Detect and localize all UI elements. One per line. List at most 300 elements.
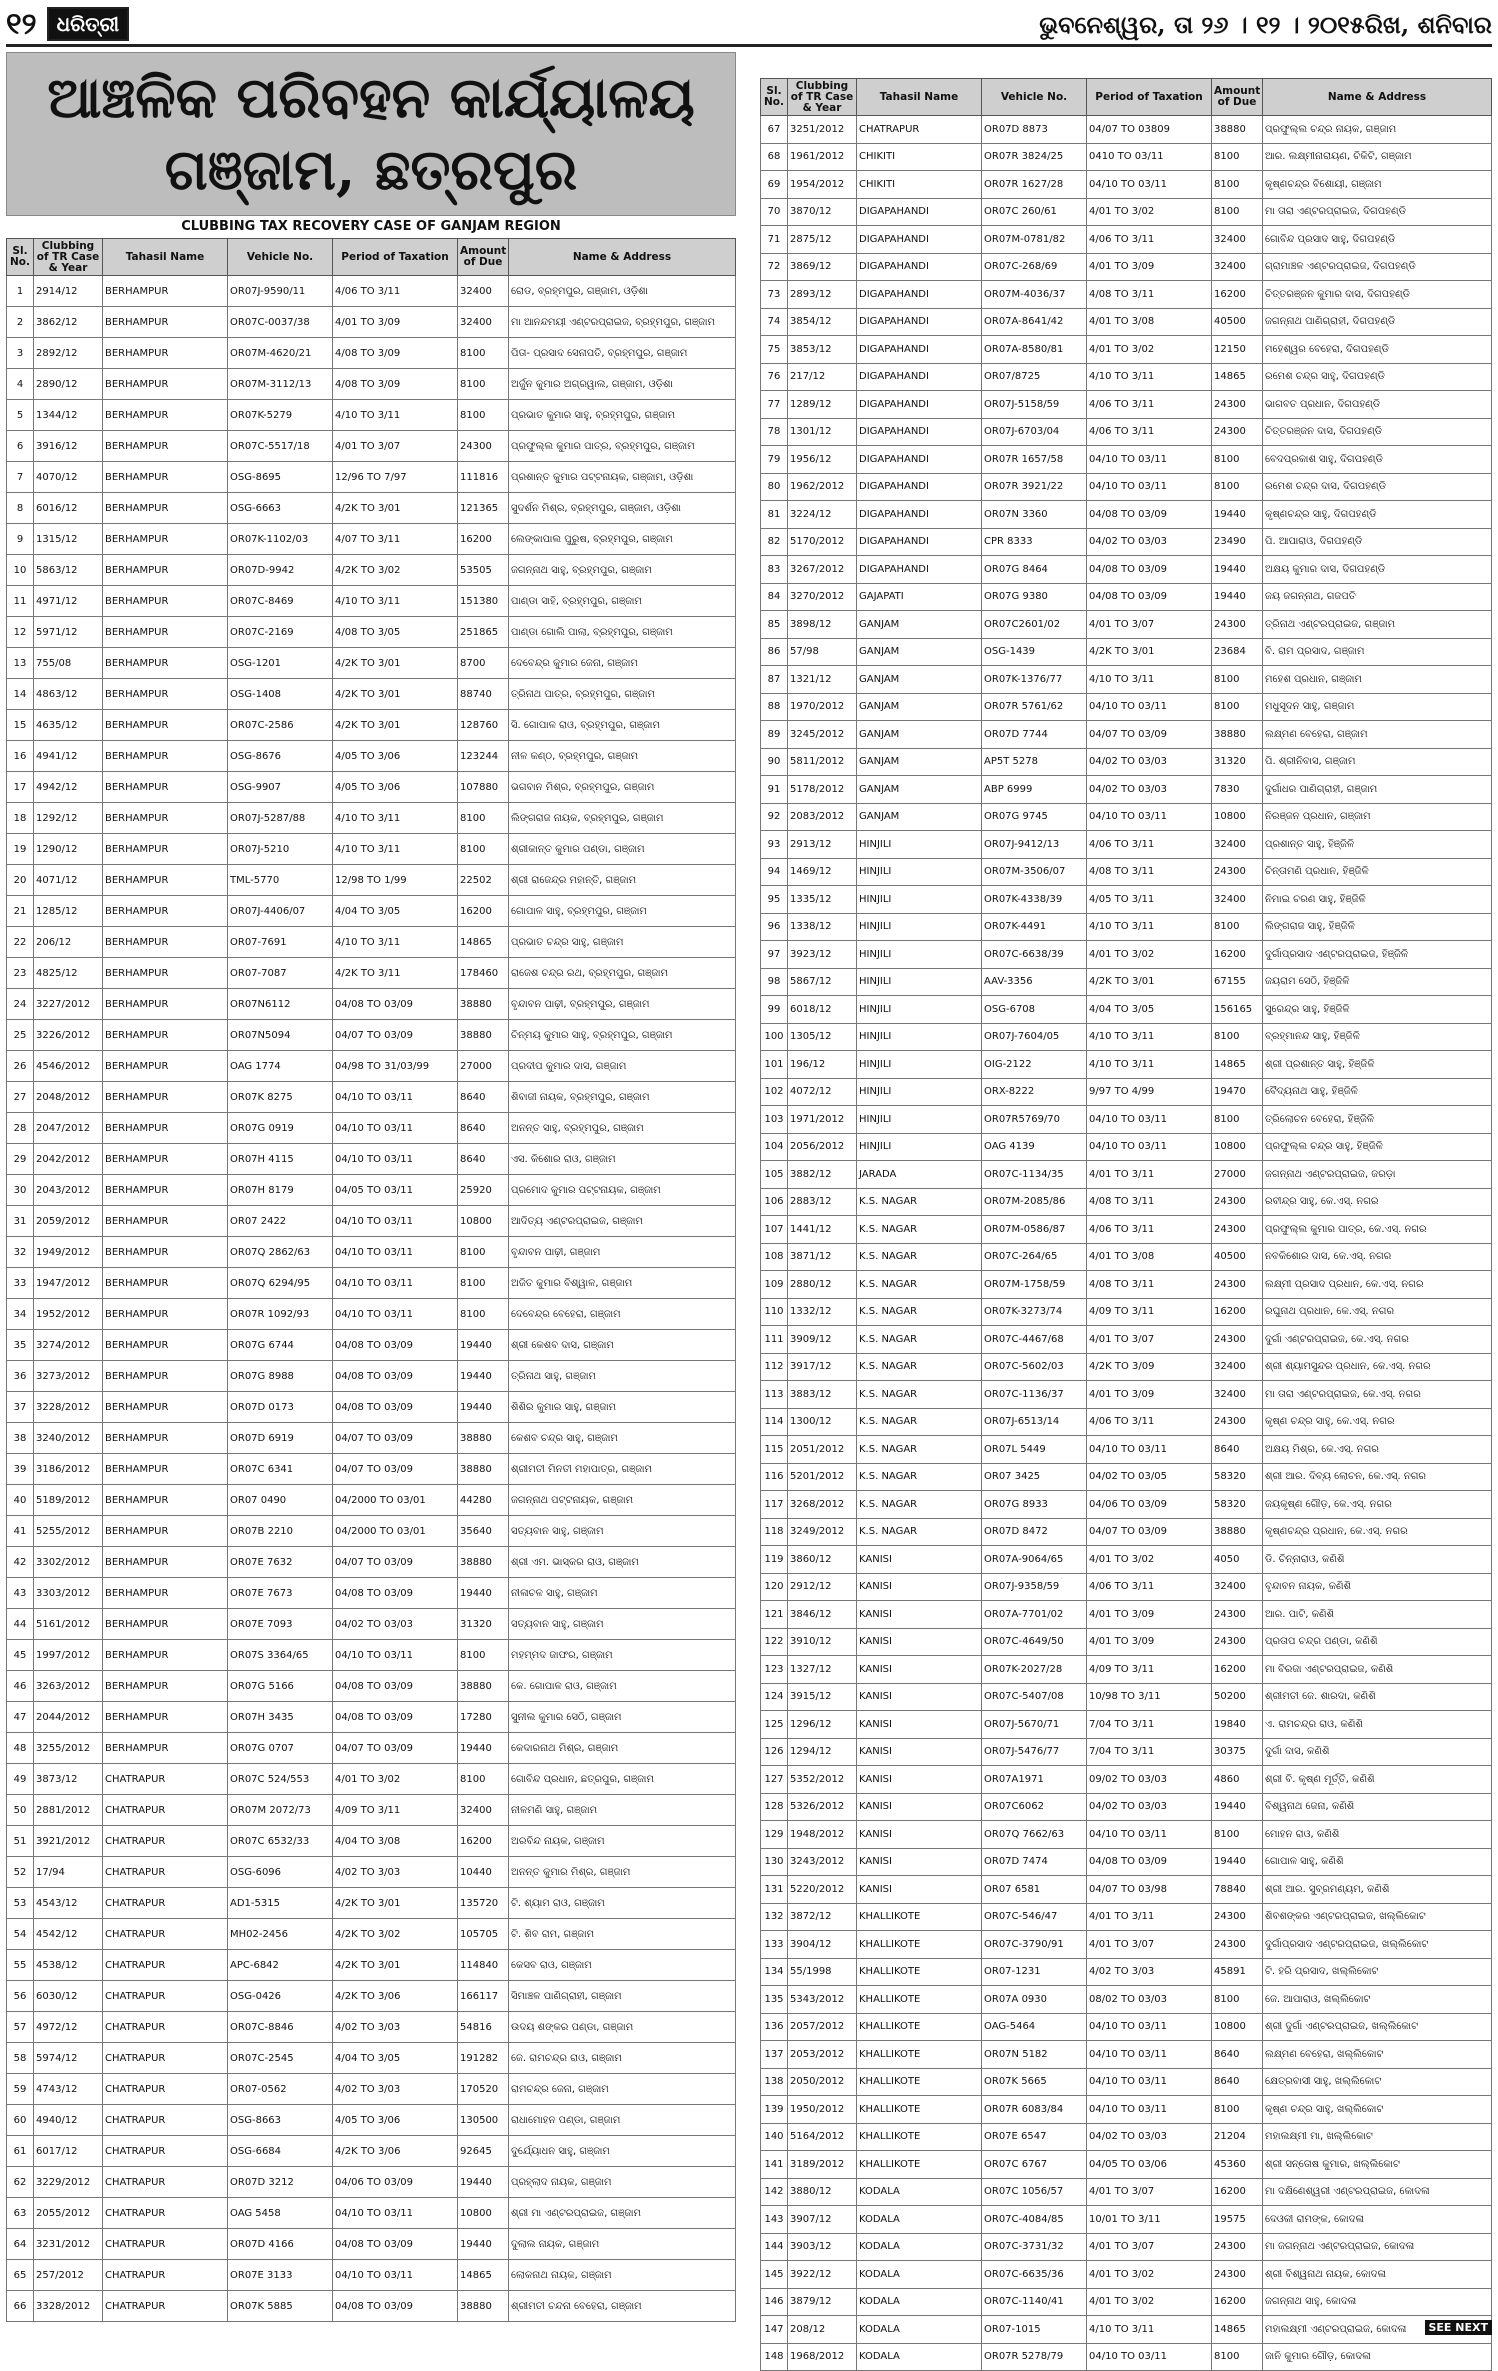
cell-case-no: 5170/2012 xyxy=(788,528,857,556)
table-row xyxy=(7,1237,736,1268)
cell-name-address: ନୀଳ କଣ୍ଠ, ବ୍ରହ୍ମପୁର, ଗଞ୍ଜାମ xyxy=(509,741,736,772)
cell-case-no: 3231/2012 xyxy=(34,2229,103,2260)
cell-case-no: 1301/12 xyxy=(788,418,857,446)
cell-period: 04/07 TO 03/09 xyxy=(333,1020,458,1051)
cell-period: 04/08 TO 03/09 xyxy=(1087,556,1212,584)
cell-sl-no: 96 xyxy=(761,913,788,941)
cell-period: 4/01 TO 3/02 xyxy=(1087,941,1212,969)
cell-name-address: ବିଶ୍ୱନାଥ ଜେନା, କଣିଶି xyxy=(1263,1793,1492,1821)
cell-case-no: 1344/12 xyxy=(34,400,103,431)
cell-vehicle-no: OSG-9907 xyxy=(228,772,333,803)
cell-name-address: ଶ୍ରୀମତୀ ମିନତୀ ମହାପାତ୍ର, ଗଞ୍ଜାମ xyxy=(509,1454,736,1485)
cell-tahasil: BERHAMPUR xyxy=(103,1392,228,1423)
cell-name-address: ଟି. ଶ୍ୟାମ ରାଓ, ଗଞ୍ଜାମ xyxy=(509,1888,736,1919)
cell-tahasil: BERHAMPUR xyxy=(103,1423,228,1454)
cell-case-no: 3922/12 xyxy=(788,2261,857,2289)
cell-case-no: 3907/12 xyxy=(788,2206,857,2234)
table-row xyxy=(761,1216,1492,1244)
cell-tahasil: DIGAPAHANDI xyxy=(857,363,982,391)
cell-vehicle-no: MH02-2456 xyxy=(228,1919,333,1950)
cell-tahasil: K.S. NAGAR xyxy=(857,1491,982,1519)
cell-amount: 19440 xyxy=(458,1578,509,1609)
cell-amount: 38880 xyxy=(458,1671,509,1702)
cell-name-address: ଟି. ଶିବ ରାମ, ଗଞ୍ଜାମ xyxy=(509,1919,736,1950)
cell-amount: 8100 xyxy=(1212,143,1263,171)
cell-name-address: ଶ୍ରୀମତୀ ଚନ୍ଦନା ବେହେରା, ଗଞ୍ଜାମ xyxy=(509,2291,736,2322)
cell-vehicle-no: OR07J-5210 xyxy=(228,834,333,865)
cell-period: 4/2K TO 3/01 xyxy=(333,493,458,524)
cell-amount: 128760 xyxy=(458,710,509,741)
cell-case-no: 2050/2012 xyxy=(788,2068,857,2096)
table-row xyxy=(7,1454,736,1485)
cell-name-address: ସିମାଞ୍ଚଳ ପାଣିଗ୍ରାହୀ, ଗଞ୍ଜାମ xyxy=(509,1981,736,2012)
cell-amount: 24300 xyxy=(1212,418,1263,446)
cell-case-no: 3267/2012 xyxy=(788,556,857,584)
cell-vehicle-no: OR07D 8873 xyxy=(982,116,1087,144)
cell-tahasil: BERHAMPUR xyxy=(103,1206,228,1237)
cell-tahasil: KODALA xyxy=(857,2343,982,2371)
cell-sl-no: 113 xyxy=(761,1381,788,1409)
cell-case-no: 1947/2012 xyxy=(34,1268,103,1299)
cell-sl-no: 134 xyxy=(761,1958,788,1986)
cell-name-address: ଜୟ ଜଗନ୍ନାଥ, ଗଜପତି xyxy=(1263,583,1492,611)
table-row xyxy=(761,1876,1492,1904)
cell-sl-no: 2 xyxy=(7,307,34,338)
cell-vehicle-no: OR07J-9590/11 xyxy=(228,276,333,307)
table-row xyxy=(761,2151,1492,2179)
cell-case-no: 1469/12 xyxy=(788,858,857,886)
cell-sl-no: 23 xyxy=(7,958,34,989)
cell-name-address: ଜଗନ୍ନାଥ ପାଣିଗ୍ରାହୀ, ଦିଗପହଣ୍ଡି xyxy=(1263,308,1492,336)
cell-tahasil: BERHAMPUR xyxy=(103,834,228,865)
cell-period: 04/07 TO 03/09 xyxy=(1087,1518,1212,1546)
table-row xyxy=(7,2043,736,2074)
cell-vehicle-no: OR07J-9412/13 xyxy=(982,831,1087,859)
cell-vehicle-no: OR07-7691 xyxy=(228,927,333,958)
cell-case-no: 2055/2012 xyxy=(34,2198,103,2229)
cell-amount: 16200 xyxy=(1212,2178,1263,2206)
cell-case-no: 4543/12 xyxy=(34,1888,103,1919)
cell-period: 4/02 TO 3/03 xyxy=(333,1857,458,1888)
cell-tahasil: K.S. NAGAR xyxy=(857,1216,982,1244)
cell-period: 4/05 TO 3/11 xyxy=(1087,886,1212,914)
cell-case-no: 3862/12 xyxy=(34,307,103,338)
table-row xyxy=(7,958,736,989)
cell-period: 04/08 TO 03/09 xyxy=(333,1330,458,1361)
table-row xyxy=(761,1848,1492,1876)
cell-sl-no: 59 xyxy=(7,2074,34,2105)
table-row xyxy=(761,1958,1492,1986)
table-row xyxy=(7,307,736,338)
cell-vehicle-no: OR07A 0930 xyxy=(982,1986,1087,2014)
cell-vehicle-no: OR07A-8580/81 xyxy=(982,336,1087,364)
cell-amount: 17280 xyxy=(458,1702,509,1733)
cell-amount: 8100 xyxy=(458,803,509,834)
table-row xyxy=(761,1298,1492,1326)
table-row xyxy=(761,1628,1492,1656)
cell-case-no: 1290/12 xyxy=(34,834,103,865)
cell-name-address: ଶ୍ରୀ ରାଜେନ୍ଦ୍ର ମହାନ୍ତି, ଗଞ୍ଜାମ xyxy=(509,865,736,896)
cell-sl-no: 38 xyxy=(7,1423,34,1454)
cell-amount: 8100 xyxy=(1212,1821,1263,1849)
cell-period: 9/97 TO 4/99 xyxy=(1087,1078,1212,1106)
cell-vehicle-no: OR07N 5182 xyxy=(982,2041,1087,2069)
table-row xyxy=(761,1793,1492,1821)
cell-vehicle-no: OR07C 260/61 xyxy=(982,198,1087,226)
cell-sl-no: 8 xyxy=(7,493,34,524)
cell-name-address: ପ୍ରତାପ ଚନ୍ଦ୍ର ପଣ୍ଡା, କଣିଶି xyxy=(1263,1628,1492,1656)
table-row xyxy=(761,803,1492,831)
cell-case-no: 3274/2012 xyxy=(34,1330,103,1361)
page-number: ୧୨ xyxy=(6,6,37,42)
cell-amount: 16200 xyxy=(1212,1298,1263,1326)
cell-case-no: 208/12 xyxy=(788,2316,857,2344)
cell-sl-no: 11 xyxy=(7,586,34,617)
cell-vehicle-no: OSG-1408 xyxy=(228,679,333,710)
cell-name-address: ଗୋପାଳ ସାହୁ, ବ୍ରହ୍ମପୁର, ଗଞ୍ଜାମ xyxy=(509,896,736,927)
table-row xyxy=(761,2178,1492,2206)
cell-vehicle-no: APC-6842 xyxy=(228,1950,333,1981)
cell-case-no: 3189/2012 xyxy=(788,2151,857,2179)
cell-vehicle-no: OR07D 6919 xyxy=(228,1423,333,1454)
cell-sl-no: 54 xyxy=(7,1919,34,1950)
cell-tahasil: CHATRAPUR xyxy=(103,1950,228,1981)
table-row xyxy=(761,1931,1492,1959)
header-left xyxy=(6,7,129,42)
table-row xyxy=(7,1361,736,1392)
cell-amount: 54816 xyxy=(458,2012,509,2043)
cell-case-no: 1292/12 xyxy=(34,803,103,834)
cell-vehicle-no: OR07M 2072/73 xyxy=(228,1795,333,1826)
cell-sl-no: 120 xyxy=(761,1573,788,1601)
cell-name-address: ଭାଗବତ ପ୍ରଧାନ, ଦିଗପହଣ୍ଡି xyxy=(1263,391,1492,419)
cell-tahasil: K.S. NAGAR xyxy=(857,1188,982,1216)
cell-period: 4/08 TO 3/11 xyxy=(1087,1271,1212,1299)
cell-sl-no: 89 xyxy=(761,721,788,749)
cell-tahasil: BERHAMPUR xyxy=(103,431,228,462)
cell-vehicle-no: OR07D-9942 xyxy=(228,555,333,586)
cell-name-address: ପ୍ରମୋଦ କୁମାର ପଟ୍ଟନାୟକ, ଗଞ୍ଜାମ xyxy=(509,1175,736,1206)
cell-period: 4/06 TO 3/11 xyxy=(1087,391,1212,419)
cell-amount: 32400 xyxy=(1212,1381,1263,1409)
cell-amount: 114840 xyxy=(458,1950,509,1981)
cell-case-no: 3302/2012 xyxy=(34,1547,103,1578)
cell-name-address: ଶ୍ରୀକାନ୍ତ କୁମାର ପଣ୍ଡା, ଗଞ୍ଜାମ xyxy=(509,834,736,865)
table-row xyxy=(7,555,736,586)
cell-amount: 32400 xyxy=(458,276,509,307)
cell-case-no: 3263/2012 xyxy=(34,1671,103,1702)
cell-amount: 38880 xyxy=(1212,721,1263,749)
cell-sl-no: 136 xyxy=(761,2013,788,2041)
cell-period: 4/01 TO 3/07 xyxy=(1087,611,1212,639)
cell-name-address: କୃଷ୍ଣଚନ୍ଦ୍ର ବିଶୋୟୀ, ଗଞ୍ଜାମ xyxy=(1263,171,1492,199)
cell-name-address: ମହେଶ୍ୱର ବେହେରା, ଦିଗପହଣ୍ଡି xyxy=(1263,336,1492,364)
cell-name-address: ରାଧାମୋହନ ପଣ୍ଡା, ଗଞ୍ଜାମ xyxy=(509,2105,736,2136)
cell-sl-no: 111 xyxy=(761,1326,788,1354)
cell-sl-no: 5 xyxy=(7,400,34,431)
cell-amount: 16200 xyxy=(1212,1656,1263,1684)
banner-line-1: ଆଞ୍ଚଳିକ ପରିବହନ କାର୍ଯ୍ୟାଳୟ xyxy=(47,65,695,131)
cell-tahasil: BERHAMPUR xyxy=(103,493,228,524)
cell-tahasil: KHALLIKOTE xyxy=(857,1986,982,2014)
cell-case-no: 1961/2012 xyxy=(788,143,857,171)
cell-vehicle-no: OR07J-6703/04 xyxy=(982,418,1087,446)
cell-amount: 8100 xyxy=(1212,1023,1263,1051)
cell-name-address: ପ୍ରଭାତ ଚନ୍ଦ୍ର ସାହୁ, ଗଞ୍ଜାମ xyxy=(509,927,736,958)
cell-tahasil: BERHAMPUR xyxy=(103,276,228,307)
table-row xyxy=(7,524,736,555)
cell-amount: 12150 xyxy=(1212,336,1263,364)
cell-vehicle-no: OR07 0490 xyxy=(228,1485,333,1516)
cell-amount: 8640 xyxy=(1212,2068,1263,2096)
cell-tahasil: BERHAMPUR xyxy=(103,865,228,896)
cell-vehicle-no: OR07K-1376/77 xyxy=(982,666,1087,694)
table-row xyxy=(761,968,1492,996)
cell-period: 10/98 TO 3/11 xyxy=(1087,1683,1212,1711)
cell-vehicle-no: OR07G 8464 xyxy=(982,556,1087,584)
cell-vehicle-no: OR07C-268/69 xyxy=(982,253,1087,281)
cell-vehicle-no: OR07J-5670/71 xyxy=(982,1711,1087,1739)
cell-amount: 8100 xyxy=(458,400,509,431)
cell-period: 04/07 TO 03/09 xyxy=(333,1423,458,1454)
cell-period: 4/06 TO 3/11 xyxy=(1087,226,1212,254)
cell-amount: 32400 xyxy=(1212,831,1263,859)
cell-tahasil: BERHAMPUR xyxy=(103,1640,228,1671)
cell-period: 04/02 TO 03/03 xyxy=(333,1609,458,1640)
cell-amount: 7830 xyxy=(1212,776,1263,804)
cell-vehicle-no: OR07H 4115 xyxy=(228,1144,333,1175)
cell-name-address: ଅକ୍ଷୟ ମିଶ୍ର, କେ.ଏସ୍. ନଗର xyxy=(1263,1436,1492,1464)
cell-amount: 8100 xyxy=(458,1237,509,1268)
cell-sl-no: 40 xyxy=(7,1485,34,1516)
table-row xyxy=(761,1133,1492,1161)
cell-case-no: 3854/12 xyxy=(788,308,857,336)
cell-amount: 27000 xyxy=(458,1051,509,1082)
cell-period: 04/10 TO 03/11 xyxy=(1087,2041,1212,2069)
cell-period: 04/10 TO 03/11 xyxy=(333,1206,458,1237)
cell-name-address: ଟି. ହରି ପ୍ରସାଦ, ଖଲ୍ଲିକୋଟ xyxy=(1263,1958,1492,1986)
cell-tahasil: BERHAMPUR xyxy=(103,1237,228,1268)
cell-tahasil: HINJILI xyxy=(857,1078,982,1106)
newspaper-logo: ଧରିତ୍ରୀ xyxy=(47,7,129,41)
cell-vehicle-no: OR07C 6767 xyxy=(982,2151,1087,2179)
cell-vehicle-no: OR07 6581 xyxy=(982,1876,1087,1904)
cell-name-address: ଶିଶିର କୁମାର ସାହୁ, ଗଞ୍ଜାମ xyxy=(509,1392,736,1423)
cell-period: 04/02 TO 03/05 xyxy=(1087,1463,1212,1491)
cell-period: 4/10 TO 3/11 xyxy=(333,400,458,431)
cell-vehicle-no: OR07J-5158/59 xyxy=(982,391,1087,419)
cell-case-no: 4542/12 xyxy=(34,1919,103,1950)
table-row xyxy=(761,1546,1492,1574)
cell-amount: 32400 xyxy=(1212,1573,1263,1601)
cell-vehicle-no: OR07C-5602/03 xyxy=(982,1353,1087,1381)
cell-period: 4/01 TO 3/02 xyxy=(1087,2288,1212,2316)
cell-amount: 24300 xyxy=(1212,1216,1263,1244)
cell-period: 10/01 TO 3/11 xyxy=(1087,2206,1212,2234)
cell-amount: 8100 xyxy=(1212,198,1263,226)
cell-sl-no: 56 xyxy=(7,1981,34,2012)
cell-tahasil: KODALA xyxy=(857,2288,982,2316)
cell-vehicle-no: OR07R 3824/25 xyxy=(982,143,1087,171)
table-row xyxy=(761,418,1492,446)
table-row xyxy=(761,281,1492,309)
cell-sl-no: 146 xyxy=(761,2288,788,2316)
cell-case-no: 1954/2012 xyxy=(788,171,857,199)
table-row xyxy=(7,1082,736,1113)
cell-sl-no: 24 xyxy=(7,989,34,1020)
cell-case-no: 2056/2012 xyxy=(788,1133,857,1161)
cell-period: 0410 TO 03/11 xyxy=(1087,143,1212,171)
cell-vehicle-no: OR07C-1140/41 xyxy=(982,2288,1087,2316)
cell-name-address: ପ୍ରଦୀପ କୁମାର ଦାସ, ଗଞ୍ଜାମ xyxy=(509,1051,736,1082)
cell-vehicle-no: OSG-8695 xyxy=(228,462,333,493)
cell-name-address: ପି. ଶ୍ରୀନିବାସ, ଗଞ୍ଜାମ xyxy=(1263,748,1492,776)
cell-tahasil: K.S. NAGAR xyxy=(857,1518,982,1546)
table-row xyxy=(761,528,1492,556)
cell-period: 4/01 TO 3/07 xyxy=(1087,1326,1212,1354)
cell-name-address: ଦୁର୍ଗାଧର ପାଣିଗ୍ରାହୀ, ଗଞ୍ଜାମ xyxy=(1263,776,1492,804)
cell-period: 4/2K TO 3/01 xyxy=(333,648,458,679)
cell-vehicle-no: OR07J-4406/07 xyxy=(228,896,333,927)
table-row xyxy=(761,253,1492,281)
cell-tahasil: BERHAMPUR xyxy=(103,1702,228,1733)
cell-name-address: ମଧୁସୂଦନ ସାହୁ, ଗଞ୍ଜାମ xyxy=(1263,693,1492,721)
cell-name-address: ସତ୍ୟବାନ ସାହୁ, ଗଞ୍ଜାମ xyxy=(509,1609,736,1640)
cell-period: 04/10 TO 03/11 xyxy=(333,1299,458,1330)
cell-vehicle-no: OR07C 6341 xyxy=(228,1454,333,1485)
cell-sl-no: 124 xyxy=(761,1683,788,1711)
cell-case-no: 1968/2012 xyxy=(788,2343,857,2371)
cell-case-no: 2893/12 xyxy=(788,281,857,309)
cell-sl-no: 1 xyxy=(7,276,34,307)
cell-name-address: ପାଣ୍ଡା ସାହି, ବ୍ରହ୍ମପୁର, ଗଞ୍ଜାମ xyxy=(509,586,736,617)
cell-period: 4/10 TO 3/11 xyxy=(333,834,458,865)
cell-amount: 14865 xyxy=(458,2260,509,2291)
cell-name-address: ଶ୍ରୀ ବିଶ୍ୱନାଥ ନାୟକ, କୋଦଳା xyxy=(1263,2261,1492,2289)
cell-sl-no: 88 xyxy=(761,693,788,721)
cell-sl-no: 55 xyxy=(7,1950,34,1981)
cell-name-address: କୃଷ୍ଣ ଚନ୍ଦ୍ର ସାହୁ, ଖଲ୍ଲିକୋଟ xyxy=(1263,2096,1492,2124)
cell-period: 4/06 TO 3/11 xyxy=(1087,1573,1212,1601)
cell-amount: 38880 xyxy=(458,2291,509,2322)
cell-tahasil: KHALLIKOTE xyxy=(857,2068,982,2096)
cell-name-address: ଡି. ଚିନ୍ନାରାଓ, କଣିଶି xyxy=(1263,1546,1492,1574)
cell-name-address: କେ. ଗୋପାଳ ରାଓ, ଗଞ୍ଜାମ xyxy=(509,1671,736,1702)
cell-case-no: 4940/12 xyxy=(34,2105,103,2136)
table-row xyxy=(7,1671,736,1702)
cell-tahasil: BERHAMPUR xyxy=(103,555,228,586)
cell-case-no: 3251/2012 xyxy=(788,116,857,144)
cell-period: 04/2000 TO 03/01 xyxy=(333,1485,458,1516)
table-row xyxy=(761,1573,1492,1601)
cell-vehicle-no: OR07C-0037/38 xyxy=(228,307,333,338)
cell-tahasil: K.S. NAGAR xyxy=(857,1381,982,1409)
cell-name-address: ପ୍ରଫୁଲ୍ଲ ଚନ୍ଦ୍ର ସାହୁ, ହିଞ୍ଜିଳି xyxy=(1263,1133,1492,1161)
cell-vehicle-no: OR07C-8846 xyxy=(228,2012,333,2043)
cell-period: 09/02 TO 03/03 xyxy=(1087,1766,1212,1794)
cell-sl-no: 114 xyxy=(761,1408,788,1436)
cell-case-no: 3880/12 xyxy=(788,2178,857,2206)
cell-amount: 19440 xyxy=(1212,556,1263,584)
cell-name-address: ଅନନ୍ତ କୁମାର ମିଶ୍ର, ଗଞ୍ଜାମ xyxy=(509,1857,736,1888)
cell-vehicle-no: OR07C-2169 xyxy=(228,617,333,648)
cell-case-no: 3870/12 xyxy=(788,198,857,226)
cell-vehicle-no: OSG-6708 xyxy=(982,996,1087,1024)
table-row xyxy=(761,1683,1492,1711)
cell-name-address: ପ୍ରଫୁଲ୍ଲ କୁମାର ପାତ୍ର, ବ୍ରହ୍ମପୁର, ଗଞ୍ଜାମ xyxy=(509,431,736,462)
cell-amount: 130500 xyxy=(458,2105,509,2136)
cell-tahasil: HINJILI xyxy=(857,858,982,886)
cell-tahasil: KHALLIKOTE xyxy=(857,1958,982,1986)
table-row xyxy=(761,611,1492,639)
cell-tahasil: KANISI xyxy=(857,1821,982,1849)
cell-name-address: ପ୍ରଶାନ୍ତ ସାହୁ, ହିଞ୍ଜିଳି xyxy=(1263,831,1492,859)
cell-case-no: 4538/12 xyxy=(34,1950,103,1981)
table-row xyxy=(7,803,736,834)
cell-name-address: ମା ତାରା ଏଣ୍ଟରପ୍ରାଇଜ, କେ.ଏସ୍. ନଗର xyxy=(1263,1381,1492,1409)
cell-amount: 19470 xyxy=(1212,1078,1263,1106)
cell-vehicle-no: OR07K-5279 xyxy=(228,400,333,431)
cell-amount: 111816 xyxy=(458,462,509,493)
cell-name-address: ଦୁର୍ଗାପ୍ରସାଦ ଏଣ୍ଟରପ୍ରାଇଜ, ଖଲ୍ଲିକୋଟ xyxy=(1263,1931,1492,1959)
cell-vehicle-no: OR07Q 2862/63 xyxy=(228,1237,333,1268)
table-row xyxy=(761,2041,1492,2069)
table-row xyxy=(761,996,1492,1024)
table-row xyxy=(761,1436,1492,1464)
table-row xyxy=(7,834,736,865)
cell-amount: 8100 xyxy=(1212,171,1263,199)
cell-period: 4/01 TO 3/07 xyxy=(1087,1931,1212,1959)
table-row xyxy=(7,1981,736,2012)
cell-period: 4/08 TO 3/05 xyxy=(333,617,458,648)
cell-case-no: 3228/2012 xyxy=(34,1392,103,1423)
cell-case-no: 1294/12 xyxy=(788,1738,857,1766)
cell-sl-no: 126 xyxy=(761,1738,788,1766)
cell-vehicle-no: OR07G 5166 xyxy=(228,1671,333,1702)
cell-case-no: 3872/12 xyxy=(788,1903,857,1931)
table-row xyxy=(7,1547,736,1578)
cell-amount: 24300 xyxy=(1212,1271,1263,1299)
cell-case-no: 3879/12 xyxy=(788,2288,857,2316)
cell-tahasil: BERHAMPUR xyxy=(103,1361,228,1392)
cell-tahasil: CHATRAPUR xyxy=(857,116,982,144)
cell-name-address: ଦୁର୍ଗାପ୍ରସାଦ ଏଣ୍ଟରପ୍ରାଇଜ, ହିଞ୍ଜିଳି xyxy=(1263,941,1492,969)
cell-sl-no: 72 xyxy=(761,253,788,281)
cell-amount: 8100 xyxy=(458,1640,509,1671)
cell-sl-no: 98 xyxy=(761,968,788,996)
cell-amount: 8640 xyxy=(458,1113,509,1144)
table-row xyxy=(761,1078,1492,1106)
cell-vehicle-no: OR07-1231 xyxy=(982,1958,1087,1986)
cell-amount: 156165 xyxy=(1212,996,1263,1024)
cell-vehicle-no: OIG-2122 xyxy=(982,1051,1087,1079)
table-row xyxy=(761,116,1492,144)
table-row xyxy=(761,1601,1492,1629)
cell-amount: 50200 xyxy=(1212,1683,1263,1711)
cell-tahasil: KANISI xyxy=(857,1656,982,1684)
cell-period: 04/02 TO 03/03 xyxy=(1087,776,1212,804)
cell-tahasil: DIGAPAHANDI xyxy=(857,501,982,529)
cell-sl-no: 35 xyxy=(7,1330,34,1361)
cell-vehicle-no: OR07K-4491 xyxy=(982,913,1087,941)
cell-tahasil: HINJILI xyxy=(857,996,982,1024)
cell-period: 4/08 TO 3/11 xyxy=(1087,281,1212,309)
cell-period: 4/2K TO 3/01 xyxy=(1087,968,1212,996)
cell-vehicle-no: OR07C-264/65 xyxy=(982,1243,1087,1271)
cell-amount: 25920 xyxy=(458,1175,509,1206)
cell-period: 4/2K TO 3/01 xyxy=(333,1888,458,1919)
cell-case-no: 2880/12 xyxy=(788,1271,857,1299)
